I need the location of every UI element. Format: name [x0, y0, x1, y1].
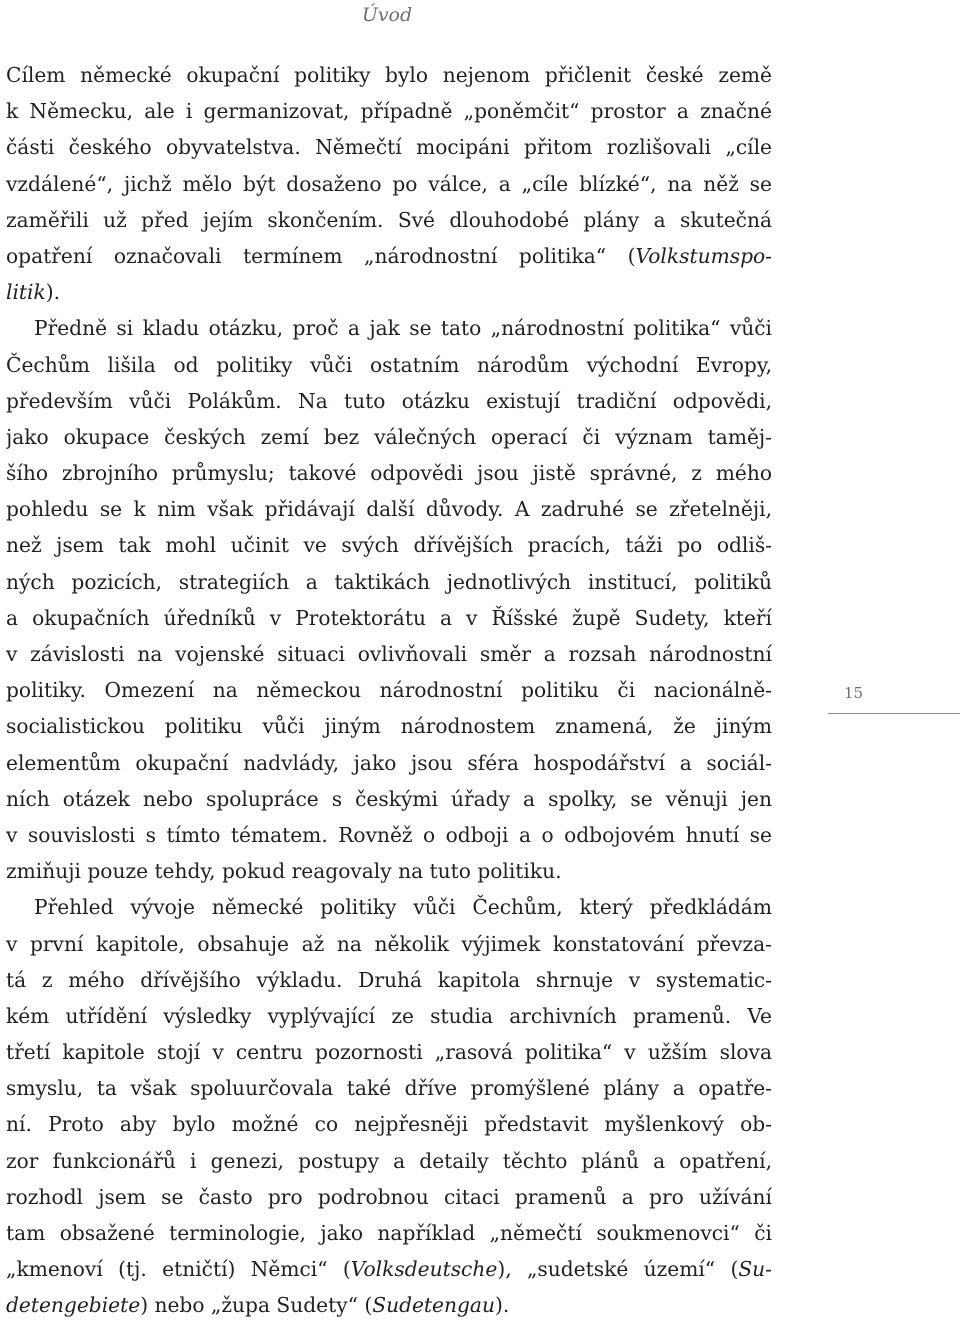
italic-term: litik — [6, 280, 46, 305]
text-run: Přehled vývoje německé politiky vůči Čechům, který předkládám — [34, 895, 772, 920]
text-run: ních otázek nebo spolupráce s českými úřady a spolky, se věnuji jen — [6, 786, 772, 811]
text-line — [6, 817, 772, 853]
text-run: v závislosti na vojenské situaci ovlivňovali směr a rozsah národnostní — [6, 642, 772, 666]
italic-term: Su- — [738, 1257, 772, 1282]
text-run: třetí kapitole stojí v centru pozornosti „rasová politika“ v užším slova — [6, 1040, 772, 1065]
text-line — [6, 781, 772, 817]
text-line — [6, 1070, 772, 1106]
text-run: v první kapitole, obsahuje až na několik výjimek konstatování převza- — [6, 931, 772, 956]
text-run: než jsem tak mohl učinit ve svých dřívějších pracích, táži po odliš- — [6, 533, 772, 558]
text-line — [6, 672, 772, 708]
text-line — [6, 889, 772, 925]
page-number: 15 — [844, 684, 864, 702]
text-run: k Německu, ale i germanizovat, případně „poněmčit“ prostor a značné — [6, 99, 772, 124]
text-line — [6, 926, 772, 962]
text-line — [6, 1251, 772, 1287]
text-run: rozhodl jsem se často pro podrobnou citaci pramenů a pro užívání — [6, 1184, 772, 1209]
text-run: Cílem německé okupační politiky bylo nejenom přičlenit české země — [6, 63, 772, 87]
text-run: šího zbrojního průmyslu; takové odpovědi jsou jistě správné, z mého — [6, 461, 772, 486]
italic-term: Volkstumspo- — [635, 243, 772, 268]
text-run: ní. Proto aby bylo možné co nejpřesněji představit myšlenkový ob- — [6, 1112, 772, 1137]
text-run: ) nebo „župa Sudety“ ( — [140, 1293, 373, 1318]
text-line — [6, 202, 772, 238]
text-run: především vůči Polákům. Na tuto otázku existují tradiční odpovědi, — [6, 388, 772, 413]
text-line — [6, 1215, 772, 1251]
running-header: Úvod — [361, 4, 413, 26]
paragraph-3 — [6, 889, 772, 1323]
paragraph-2 — [6, 310, 772, 889]
text-run: socialistickou politiku vůči jiným národnostem znamená, že jiným — [6, 714, 772, 739]
text-line — [6, 600, 772, 636]
text-line — [6, 527, 772, 563]
text-line — [6, 310, 772, 346]
text-line — [6, 636, 772, 672]
text-run: v souvislosti s tímto tématem. Rovněž o odboji a o odbojovém hnutí se — [6, 822, 772, 847]
italic-term: Sudetengau — [372, 1293, 495, 1318]
text-line — [6, 238, 772, 274]
text-line — [6, 347, 772, 383]
text-run: kém utřídění výsledky vyplývající ze studia archivních pramenů. Ve — [6, 1003, 772, 1028]
text-line — [6, 93, 772, 129]
italic-term: detengebiete — [6, 1293, 141, 1318]
paragraph-1 — [6, 57, 772, 310]
text-run: zor funkcionářů i genezi, postupy a detaily těchto plánů a opatření, — [6, 1148, 772, 1173]
text-run: ných pozicích, strategiích a taktikách jednotlivých institucí, politiků — [6, 569, 772, 594]
text-run: zmiňuji pouze tehdy, pokud reagovaly na tuto politiku. — [6, 859, 562, 884]
text-run: části českého obyvatelstva. Němečtí mocipáni přitom rozlišovali „cíle — [6, 135, 772, 160]
text-line — [6, 962, 772, 998]
text-run: Čechům lišila od politiky vůči ostatním národům východní Evropy, — [6, 352, 772, 377]
text-line — [6, 1106, 772, 1142]
text-run: elementům okupační nadvlády, jako jsou sféra hospodářství a sociál- — [6, 750, 772, 775]
page-number-rule — [828, 713, 960, 714]
text-run: Předně si kladu otázku, proč a jak se tato „národnostní politika“ vůči — [34, 316, 772, 341]
text-line — [6, 1179, 772, 1215]
text-run: tá z mého dřívějšího výkladu. Druhá kapitola shrnuje v systematic- — [6, 967, 772, 992]
italic-term: Volksdeutsche — [350, 1257, 498, 1282]
text-line — [6, 1287, 772, 1323]
text-line — [6, 1034, 772, 1070]
text-run: „kmenoví (tj. etničtí) Němci“ ( — [6, 1257, 351, 1282]
text-line — [6, 853, 772, 889]
text-run: zaměřili už před jejím skončením. Své dlouhodobé plány a skutečná — [6, 207, 772, 232]
text-run: vzdálené“, jichž mělo být dosaženo po válce, a „cíle blízké“, na něž se — [6, 171, 772, 196]
text-line — [6, 419, 772, 455]
text-run: ). — [494, 1293, 510, 1318]
text-line — [6, 998, 772, 1034]
text-line — [6, 491, 772, 527]
text-line — [6, 708, 772, 744]
text-line — [6, 129, 772, 165]
text-run: smyslu, ta však spoluurčovala také dříve promýšlené plány a opatře- — [6, 1076, 772, 1101]
text-run: tam obsažené terminologie, jako například „němečtí soukmenovci“ či — [6, 1221, 772, 1245]
text-line — [6, 57, 772, 93]
body-text — [6, 57, 772, 1324]
text-line — [6, 383, 772, 419]
text-run: opatření označovali termínem „národnostní politika“ ( — [6, 243, 636, 268]
text-line — [6, 166, 772, 202]
text-run: politiky. Omezení na německou národnostní politiku či nacionálně- — [6, 678, 772, 703]
text-line — [6, 1143, 772, 1179]
text-run: pohledu se k nim však přidávají další důvody. A zadruhé se zřetelněji, — [6, 497, 772, 522]
text-line — [6, 745, 772, 781]
text-run: a okupačních úředníků v Protektorátu a v Říšské župě Sudety, kteří — [6, 605, 772, 630]
text-line — [6, 455, 772, 491]
text-line — [6, 274, 772, 310]
text-run: jako okupace českých zemí bez válečných operací či význam taměj- — [6, 424, 772, 449]
text-run: ). — [45, 280, 61, 305]
text-run: ), „sudetské území“ ( — [497, 1257, 739, 1282]
text-line — [6, 564, 772, 600]
